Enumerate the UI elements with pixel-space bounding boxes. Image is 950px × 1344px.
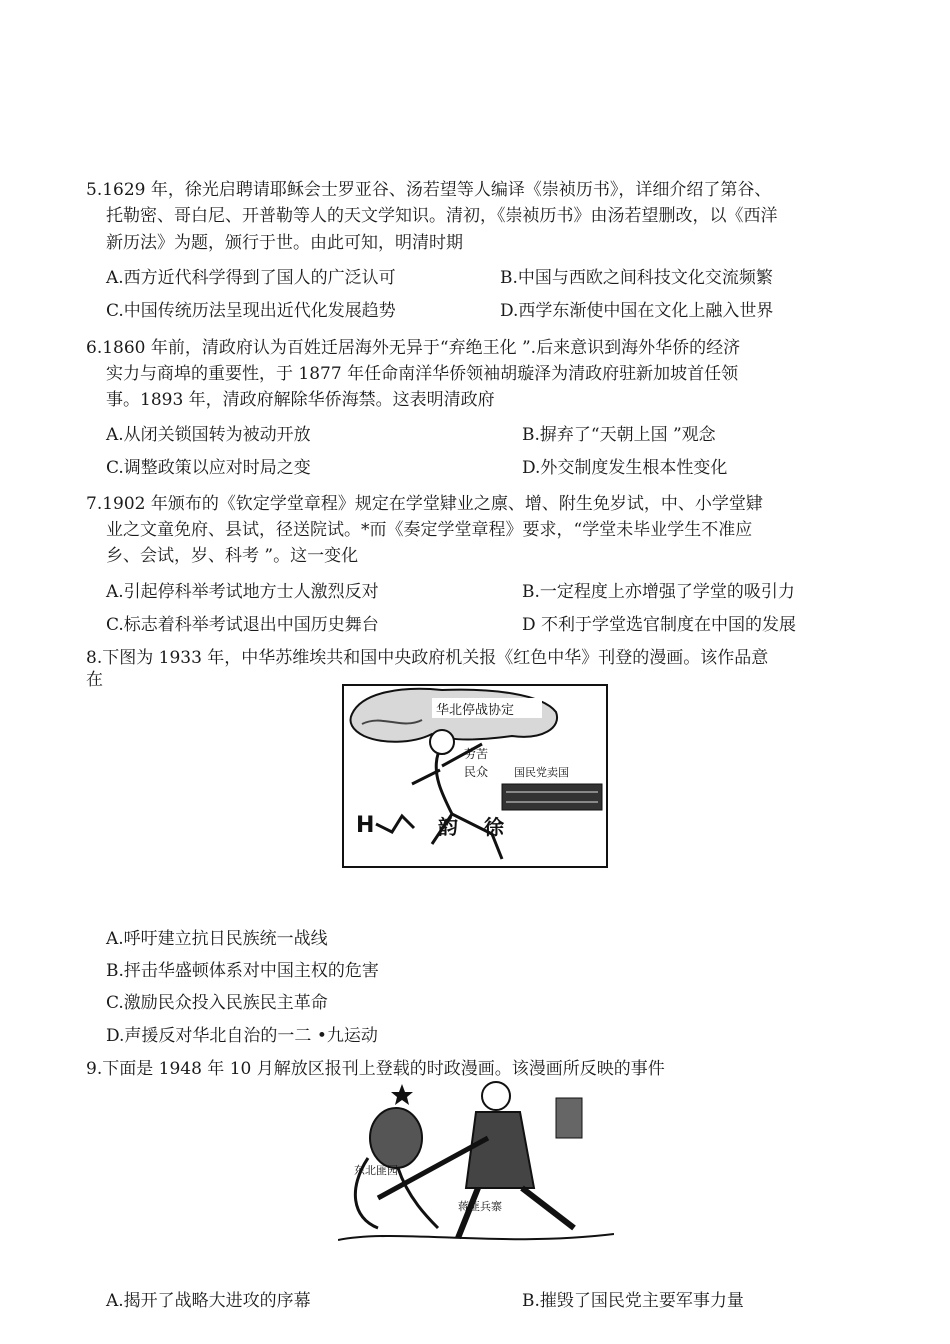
q6-stem-line-1: 6.1860 年前，清政府认为百姓迁居海外无异于“弃绝王化 ”.后来意识到海外华侨的经济: [86, 338, 741, 358]
q8-cartoon: [342, 684, 610, 870]
q7-stem-line-1: 7.1902 年颁布的《钦定学堂章程》规定在学堂肄业之廪、增、附生免岁试，中、小学堂肄: [86, 494, 763, 514]
q6-option-c[interactable]: C.调整政策以应对时局之变: [106, 458, 311, 478]
q7-option-a[interactable]: A.引起停科举考试地方士人激烈反对: [106, 582, 379, 602]
q5-option-d[interactable]: D.西学东渐使中国在文化上融入世界: [500, 301, 774, 321]
q9-left-label: 东北匪园: [354, 1164, 398, 1177]
q8-option-b[interactable]: B.抨击华盛顿体系对中国主权的危害: [106, 961, 379, 981]
q8-option-a[interactable]: A.呼吁建立抗日民族统一战线: [106, 929, 328, 949]
q5-stem-line-2: 托勒密、哥白尼、开普勒等人的天文学知识。清初，《崇祯历书》由汤若望删改，以《西洋: [106, 206, 778, 226]
q5-stem-line-3: 新历法》为题，颁行于世。由此可知，明清时期: [106, 233, 463, 253]
q9-bottom-label: 蒋匪兵寨: [458, 1200, 502, 1213]
q9-backpack: [556, 1098, 582, 1138]
q9-soldier-body: [466, 1112, 534, 1188]
q9-cartoon: [338, 1078, 614, 1246]
q8-agreement-label: 华北停战协定: [436, 703, 515, 718]
q9-enemy-figure: [370, 1108, 422, 1168]
q7-option-d[interactable]: D 不利于学堂选官制度在中国的发展: [522, 615, 797, 635]
q5-option-b[interactable]: B.中国与西欧之间科技文化交流频繁: [500, 268, 773, 288]
q9-soldier-legs: [458, 1188, 574, 1238]
q9-soldier-head: [482, 1082, 510, 1110]
q8-option-d[interactable]: D.声援反对华北自治的一二 •九运动: [106, 1026, 378, 1046]
q7-stem-line-2: 业之文童免府、县试，径送院试。*而《奏定学堂章程》要求，“学堂未毕业学生不准应: [106, 520, 753, 540]
q8-scrawl-3: 徐: [484, 815, 504, 839]
q6-option-d[interactable]: D.外交制度发生根本性变化: [522, 458, 728, 478]
q6-option-b[interactable]: B.摒弃了“天朝上国 ”观念: [522, 425, 716, 445]
q8-people-label-2: 民众: [464, 765, 489, 779]
q6-stem-line-2: 实力与商埠的重要性，于 1877 年任命南洋华侨领袖胡璇泽为清政府驻新加坡首任领: [106, 364, 739, 384]
q9-star-icon: [391, 1084, 413, 1105]
q8-option-c[interactable]: C.激励民众投入民族民主革命: [106, 993, 328, 1013]
q7-option-b[interactable]: B.一定程度上亦增强了学堂的吸引力: [522, 582, 795, 602]
q8-kmt-train: [502, 784, 602, 810]
q8-scrawl-2: 韵: [438, 815, 458, 839]
q7-option-c[interactable]: C.标志着科举考试退出中国历史舞台: [106, 615, 379, 635]
q8-stem-line-1: 8.下图为 1933 年，中华苏维埃共和国中央政府机关报《红色中华》刊登的漫画。该作品意: [86, 648, 769, 668]
q8-stem-line-2: 在: [86, 670, 103, 690]
q7-stem-line-3: 乡、会试，岁、科考 ”。这一变化: [106, 546, 359, 566]
q9-option-b[interactable]: B.摧毁了国民党主要军事力量: [522, 1291, 744, 1311]
q5-option-a[interactable]: A.西方近代科学得到了国人的广泛认可: [106, 268, 396, 288]
q6-stem-line-3: 事。1893 年，清政府解除华侨海禁。这表明清政府: [106, 390, 495, 410]
q5-option-c[interactable]: C.中国传统历法呈现出近代化发展趋势: [106, 301, 396, 321]
q9-stem-line-1: 9.下面是 1948 年 10 月解放区报刊上登载的时政漫画。该漫画所反映的事件: [86, 1059, 665, 1079]
q8-people-label-1: 劳苦: [464, 747, 489, 761]
q9-ground: [338, 1234, 614, 1240]
q8-kmt-label: 国民党卖国: [514, 766, 569, 779]
q5-stem-line-1: 5.1629 年，徐光启聘请耶稣会士罗亚谷、汤若望等人编译《崇祯历书》，详细介绍了第谷、: [86, 180, 772, 200]
q8-person-head: [430, 730, 454, 754]
q9-option-a[interactable]: A.揭开了战略大进攻的序幕: [106, 1291, 311, 1311]
q8-scrawl-1: H: [356, 813, 375, 838]
q6-option-a[interactable]: A.从闭关锁国转为被动开放: [106, 425, 311, 445]
